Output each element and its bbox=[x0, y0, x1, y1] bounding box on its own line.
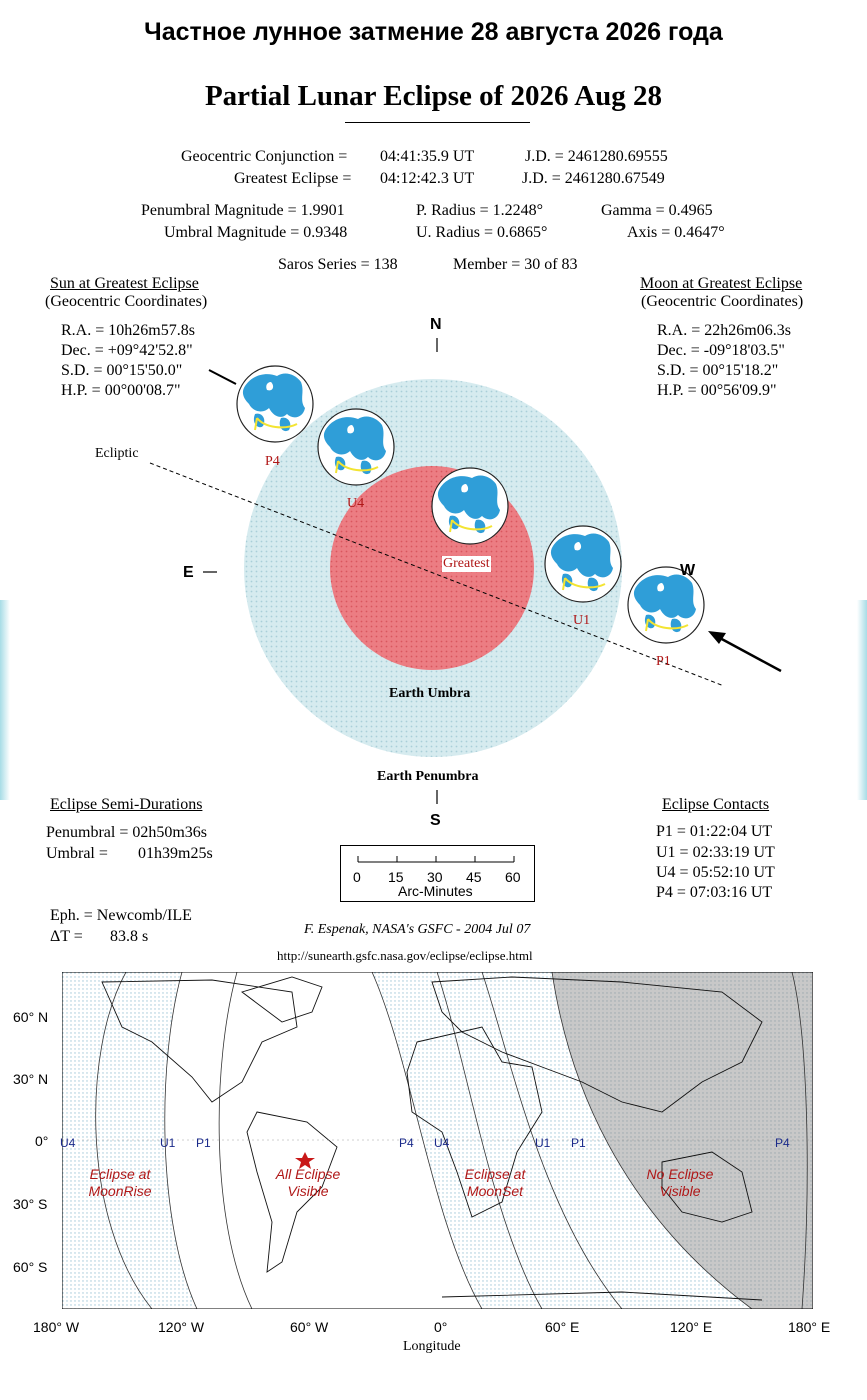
moon-sd: S.D. = 00°15'18.2" bbox=[657, 362, 779, 379]
lon-label-180w: 180° W bbox=[33, 1319, 80, 1335]
greatest-time: 04:12:42.3 UT bbox=[380, 170, 475, 187]
west-label: W bbox=[680, 562, 696, 579]
lat-label-60s: 60° S bbox=[13, 1259, 48, 1275]
sun-subheading: (Geocentric Coordinates) bbox=[45, 293, 208, 310]
moon-u1 bbox=[545, 526, 621, 602]
map-contact-p1-west: P1 bbox=[196, 1136, 211, 1150]
scale-tick-0: 0 bbox=[353, 869, 361, 885]
contact-label-p1: P1 bbox=[656, 654, 671, 669]
sun-dec: Dec. = +09°42'52.8" bbox=[61, 342, 193, 359]
lon-label-120e: 120° E bbox=[670, 1319, 713, 1335]
longitude-axis-title: Longitude bbox=[403, 1339, 461, 1354]
u-radius: U. Radius = 0.6865° bbox=[416, 224, 548, 241]
lat-label-30s: 30° S bbox=[13, 1196, 48, 1212]
map-contact-u1-west: U1 bbox=[160, 1136, 176, 1150]
gamma: Gamma = 0.4965 bbox=[601, 202, 713, 219]
greatest-jd: J.D. = 2461280.67549 bbox=[522, 170, 665, 187]
sun-heading: Sun at Greatest Eclipse bbox=[50, 275, 199, 292]
saros-series: Saros Series = 138 bbox=[278, 256, 398, 273]
eclipse-diagram bbox=[0, 300, 867, 840]
left-edge-glow bbox=[0, 600, 10, 800]
conjunction-label: Geocentric Conjunction = bbox=[181, 148, 348, 165]
contact-label-greatest: Greatest bbox=[443, 556, 490, 571]
greatest-label: Greatest Eclipse = bbox=[234, 170, 352, 187]
umbral-duration-value: 01h39m25s bbox=[138, 845, 213, 862]
earth-penumbra-label: Earth Penumbra bbox=[377, 769, 479, 784]
sun-ra: R.A. = 10h26m57.8s bbox=[61, 322, 195, 339]
lon-label-60w: 60° W bbox=[290, 1319, 329, 1335]
title-underline bbox=[345, 122, 530, 123]
moon-hp: H.P. = 00°56'09.9" bbox=[657, 382, 777, 399]
umbral-duration-label: Umbral = bbox=[46, 845, 108, 862]
english-title: Partial Lunar Eclipse of 2026 Aug 28 bbox=[204, 80, 663, 112]
earth-umbra-label: Earth Umbra bbox=[389, 686, 471, 701]
north-label: N bbox=[430, 316, 442, 333]
penumbral-magnitude: Penumbral Magnitude = 1.9901 bbox=[141, 202, 345, 219]
delta-t-value: 83.8 s bbox=[110, 928, 149, 945]
ecliptic-label: Ecliptic bbox=[95, 446, 139, 461]
sun-hp: H.P. = 00°00'08.7" bbox=[61, 382, 181, 399]
ephemeris: Eph. = Newcomb/ILE bbox=[50, 907, 192, 924]
moon-heading: Moon at Greatest Eclipse bbox=[640, 275, 803, 292]
source-url[interactable]: http://sunearth.gsfc.nasa.gov/eclipse/eclipse.html bbox=[277, 948, 533, 963]
right-edge-glow bbox=[857, 600, 867, 800]
lat-label-30n: 30° N bbox=[13, 1071, 49, 1087]
p-radius: P. Radius = 1.2248° bbox=[416, 202, 543, 219]
map-contact-u4-west: U4 bbox=[60, 1136, 76, 1150]
moon-greatest bbox=[432, 468, 508, 544]
zone-all-visible: All Eclipse Visible bbox=[275, 1166, 341, 1199]
scale-label: Arc-Minutes bbox=[398, 883, 473, 899]
moon-p4 bbox=[237, 366, 313, 442]
contact-label-u1: U1 bbox=[573, 613, 591, 628]
zone-moonrise: Eclipse at MoonRise bbox=[88, 1166, 152, 1199]
axis: Axis = 0.4647° bbox=[627, 224, 725, 241]
contact-p1: P1 = 01:22:04 UT bbox=[656, 823, 773, 840]
moon-subheading: (Geocentric Coordinates) bbox=[641, 293, 804, 310]
lon-label-180e: 180° E bbox=[788, 1319, 831, 1335]
contact-label-u4: U4 bbox=[347, 496, 365, 511]
sun-sd: S.D. = 00°15'50.0" bbox=[61, 362, 183, 379]
scale-tick-30: 30 bbox=[427, 869, 443, 885]
conjunction-jd: J.D. = 2461280.69555 bbox=[525, 148, 668, 165]
penumbral-duration: Penumbral = 02h50m36s bbox=[46, 824, 208, 841]
scale-tick-45: 45 bbox=[466, 869, 482, 885]
lon-label-120w: 120° W bbox=[158, 1319, 205, 1335]
delta-t-label: ΔT = bbox=[50, 928, 83, 945]
durations-heading: Eclipse Semi-Durations bbox=[50, 796, 203, 813]
east-label: E bbox=[183, 564, 194, 581]
lon-label-60e: 60° E bbox=[545, 1319, 580, 1335]
arc-minutes-scale bbox=[340, 845, 535, 902]
scale-tick-60: 60 bbox=[505, 869, 521, 885]
credit-line: F. Espenak, NASA's GSFC - 2004 Jul 07 bbox=[304, 922, 531, 937]
russian-title: Частное лунное затмение 28 августа 2026 года bbox=[144, 18, 723, 46]
south-label: S bbox=[430, 812, 441, 829]
scale-tick-15: 15 bbox=[388, 869, 404, 885]
map-contact-p4-east: P4 bbox=[775, 1136, 790, 1150]
map-contact-p1-east: P1 bbox=[571, 1136, 586, 1150]
moon-u4 bbox=[318, 409, 394, 485]
moon-dec: Dec. = -09°18'03.5" bbox=[657, 342, 785, 359]
zone-moonset: Eclipse at MoonSet bbox=[464, 1166, 526, 1199]
conjunction-time: 04:41:35.9 UT bbox=[380, 148, 475, 165]
contact-p4: P4 = 07:03:16 UT bbox=[656, 884, 773, 901]
moon-ra: R.A. = 22h26m06.3s bbox=[657, 322, 791, 339]
motion-arrow bbox=[718, 637, 781, 671]
map-contact-u4-mid: U4 bbox=[434, 1136, 450, 1150]
contact-label-p4: P4 bbox=[265, 454, 280, 469]
map-contact-p4-mid: P4 bbox=[399, 1136, 414, 1150]
lat-label-0: 0° bbox=[35, 1133, 49, 1149]
map-contact-u1-east: U1 bbox=[535, 1136, 551, 1150]
saros-member: Member = 30 of 83 bbox=[453, 256, 578, 273]
zone-no-eclipse: No Eclipse Visible bbox=[646, 1166, 714, 1199]
lon-label-0: 0° bbox=[434, 1319, 448, 1335]
lat-label-60n: 60° N bbox=[13, 1009, 49, 1025]
umbral-magnitude: Umbral Magnitude = 0.9348 bbox=[164, 224, 348, 241]
contacts-heading: Eclipse Contacts bbox=[662, 796, 770, 813]
contact-u4: U4 = 05:52:10 UT bbox=[656, 864, 775, 881]
contact-u1: U1 = 02:33:19 UT bbox=[656, 844, 775, 861]
